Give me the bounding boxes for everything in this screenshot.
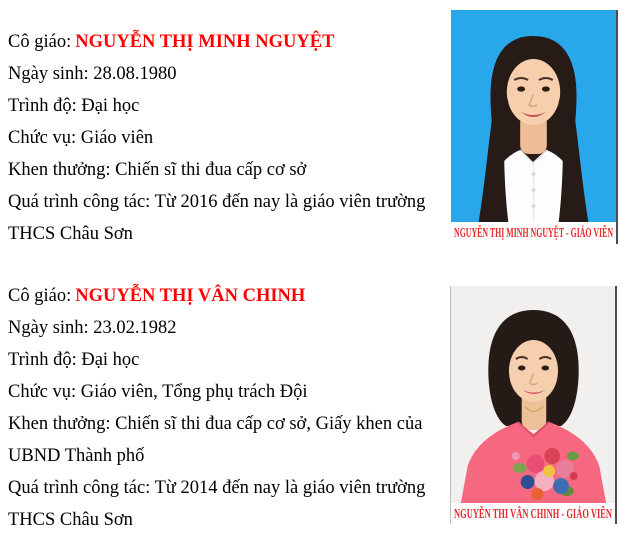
profile-1-birthdate: Ngày sinh: 28.08.1980 (8, 64, 177, 84)
profile-1-education: Trình độ: Đại học (8, 96, 140, 116)
photo-caption-text: NGUYỄN THI VÂN CHINH - GIÁO VIÊN (453, 505, 613, 521)
profile-1-photo-card (451, 10, 618, 244)
profile-2-portrait-photo (451, 286, 615, 503)
profile-2-photo-caption (451, 503, 615, 524)
profile-1-text (8, 26, 450, 250)
photo-caption-text: NGUYỄN THỊ MINH NGUYỆT - GIÁO VIÊN (453, 224, 614, 240)
profile-2-text (8, 280, 450, 536)
portrait-2-illustration (451, 286, 615, 503)
profile-2-education: Trình độ: Đại học (8, 350, 140, 370)
profile-2-title (8, 280, 450, 312)
profile-2-awards: Khen thưởng: Chiến sĩ thi đua cấp cơ sở, Giấy khen của UBND Thành phố (8, 414, 423, 466)
profile-1-photo-caption (451, 222, 616, 243)
profile-1-portrait-photo (451, 10, 616, 222)
profile-1-career: Quá trình công tác: Từ 2016 đến nay là giáo viên trường THCS Châu Sơn (8, 192, 426, 244)
profile-1-title (8, 26, 450, 58)
profile-1-awards: Khen thưởng: Chiến sĩ thi đua cấp cơ sở (8, 160, 307, 180)
profile-1-position: Chức vụ: Giáo viên (8, 128, 154, 148)
profile-2-birthdate: Ngày sinh: 23.02.1982 (8, 318, 177, 338)
teacher-label: Cô giáo: (8, 32, 72, 52)
teacher-name: NGUYỄN THỊ VÂN CHINH (75, 286, 306, 306)
profile-2-career: Quá trình công tác: Từ 2014 đến nay là giáo viên trường THCS Châu Sơn (8, 478, 426, 530)
profile-2-photo-card (450, 286, 617, 524)
profile-2-position: Chức vụ: Giáo viên, Tổng phụ trách Đội (8, 382, 308, 402)
teacher-label: Cô giáo: (8, 286, 72, 306)
teacher-name: NGUYỄN THỊ MINH NGUYỆT (75, 32, 335, 52)
portrait-1-illustration (451, 10, 616, 222)
